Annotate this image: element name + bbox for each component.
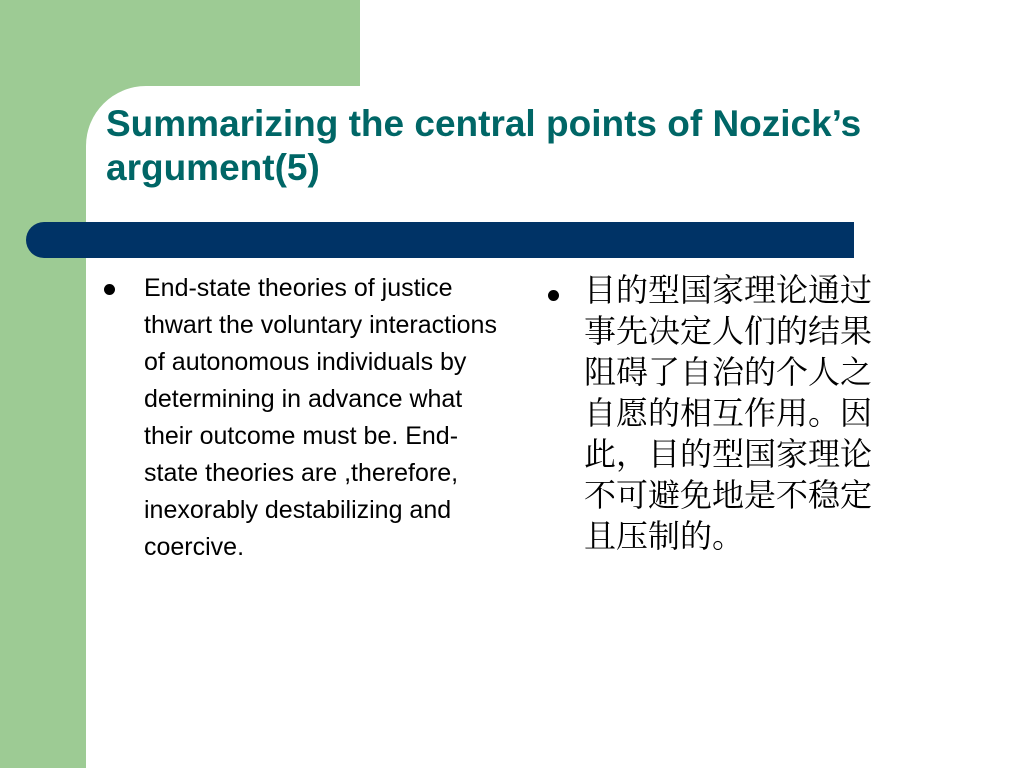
bullet-item-english	[104, 270, 504, 566]
right-column	[548, 270, 948, 557]
chinese-line-5: 此，目的型国家理论	[584, 435, 873, 473]
bullet-dot-icon	[104, 284, 115, 295]
bullet-text-english: End-state theories of justice thwart the voluntary interactions of autonomous individuals by determining in advance what their outcome must be. End-state theories are ,therefore, inexorably destabilizing and coercive.	[144, 274, 497, 561]
bullet-dot-icon	[548, 290, 559, 301]
left-column	[104, 270, 504, 566]
chinese-line-4: 自愿的相互作用。因	[584, 394, 873, 432]
slide-title: Summarizing the central points of Nozick’s argument(5)	[106, 103, 862, 188]
chinese-line-2: 事先决定人们的结果	[584, 312, 873, 350]
bullet-text-chinese	[584, 270, 944, 557]
bullet-item-chinese	[548, 270, 948, 557]
chinese-line-1: 目的型国家理论通过	[584, 271, 873, 309]
chinese-line-7: 且压制的。	[584, 517, 745, 555]
chinese-line-3: 阻碍了自治的个人之	[584, 353, 873, 391]
title-divider-bar	[26, 222, 854, 258]
chinese-line-6: 不可避免地是不稳定	[584, 476, 873, 514]
